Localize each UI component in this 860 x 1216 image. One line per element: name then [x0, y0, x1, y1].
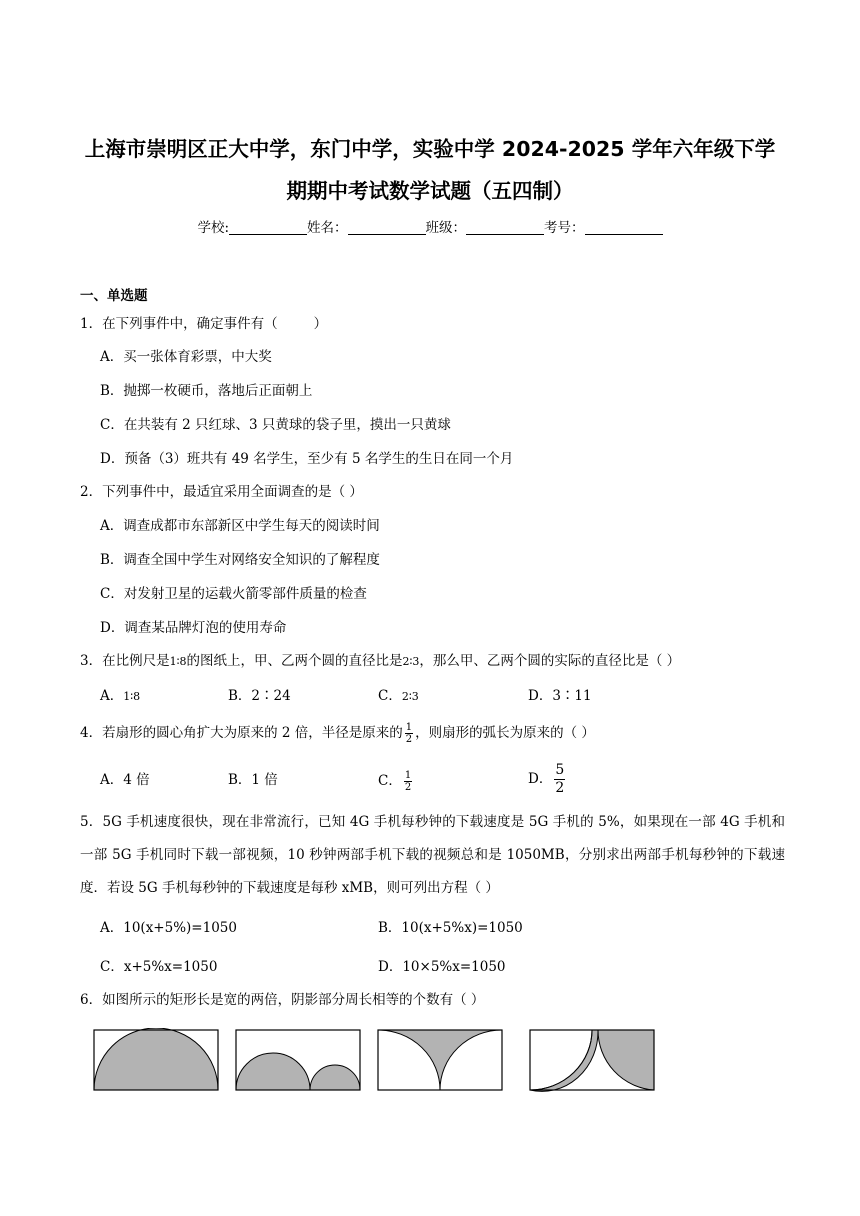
q3-stem-b: 的图纸上，甲、乙两个圆的直径比是: [186, 653, 403, 669]
section-heading: 一、单选题: [80, 288, 148, 304]
q3-a-value: 1∶8: [123, 690, 141, 703]
q3-c-label: C．: [378, 688, 402, 704]
q3-d-label: D．: [528, 688, 553, 704]
question-2-stem: 2．下列事件中，最适宜采用全面调查的是（ ）: [80, 484, 363, 500]
q3-scale: 1∶8: [169, 655, 187, 668]
q3-d-value: 3∶11: [552, 688, 592, 704]
q2-option-b: B．调查全国中学生对网络安全知识的了解程度: [100, 552, 380, 568]
school-label: 学校:: [197, 220, 230, 236]
q1-option-c: C．在共装有 2 只红球、3 只黄球的袋子里，摸出一只黄球: [100, 417, 451, 433]
school-blank[interactable]: [229, 220, 307, 235]
number-blank[interactable]: [585, 220, 663, 235]
q6-figure-3: [376, 1028, 504, 1092]
q3-a-label: A．: [100, 688, 124, 704]
q4-half-num: 1: [405, 722, 413, 733]
q4-d-den: 2: [555, 780, 565, 796]
q6-figure-4: [528, 1028, 656, 1092]
q4-option-b: B．1 倍: [228, 772, 278, 788]
fig1-shaded-semicircle: [94, 1028, 218, 1090]
question-4-stem: [80, 722, 595, 745]
q2-option-d: D．调查某品牌灯泡的使用寿命: [100, 620, 287, 636]
q2-option-a: A．调查成都市东部新区中学生每天的阅读时间: [100, 518, 380, 534]
q4-d-num: 5: [555, 762, 565, 778]
exam-title-line1: 上海市崇明区正大中学，东门中学，实验中学 2024-2025 学年六年级下学: [84, 137, 776, 161]
fig2-shaded-small-semicircle: [310, 1065, 360, 1090]
q1-option-b: B．抛掷一枚硬币，落地后正面朝上: [100, 383, 313, 399]
q4-c-den: 2: [404, 782, 412, 793]
q4-c-num: 1: [404, 770, 412, 781]
q3-c-value: 2∶3: [401, 690, 419, 703]
q3-b-label: B．: [228, 688, 252, 704]
q4-option-d: [528, 762, 567, 797]
question-5-text: 5．5G 手机速度很快，现在非常流行，已知 4G 手机每秒钟的下载速度是 5G 手机的 5%，如果现在一部 4G 手机和一部 5G 手机同时下载一部视频，10 秒钟两部手机下载的视频总和是 1050MB，分别求出两部手机每秒钟的下载速度．若设 5G 手机每秒钟的下载速度是每秒 xMB，则可列出方程（ ）: [80, 814, 785, 896]
q4-half-den: 2: [405, 734, 413, 745]
q6-figure-1: [92, 1028, 220, 1092]
q4-option-a: A．4 倍: [100, 772, 150, 788]
class-blank[interactable]: [466, 220, 544, 235]
q3-option-b: [228, 686, 291, 706]
q5-option-a: A．10(x+5%)=1050: [100, 920, 237, 936]
fig2-shaded-large-semicircle: [236, 1053, 310, 1090]
q4-half-fraction: [405, 722, 413, 745]
fig4-shaded-left: [530, 1030, 598, 1091]
q3-stem-a: 3．在比例尺是: [80, 653, 170, 669]
fig4-shaded-right: [598, 1030, 654, 1090]
q3-stem-c: ，那么甲、乙两个圆的实际的直径比是（ ）: [419, 653, 681, 669]
q4-d-label: D．: [528, 771, 553, 787]
q3-b-value: 2∶24: [251, 688, 291, 704]
question-1-stem: [80, 314, 327, 334]
student-info-line: [0, 218, 860, 238]
q2-option-c: C．对发射卫星的运载火箭零部件质量的检查: [100, 586, 367, 602]
name-blank[interactable]: [348, 220, 426, 235]
number-label: 考号：: [544, 220, 585, 236]
question-3-stem: [80, 651, 680, 672]
q3-option-c: [378, 686, 419, 707]
q4-d-fraction: [554, 762, 565, 797]
question-6-stem: 6．如图所示的矩形长是宽的两倍，阴影部分周长相等的个数有（ ）: [80, 992, 485, 1008]
q3-ratio: 2∶3: [402, 655, 420, 668]
q5-option-c: C．x+5%x=1050: [100, 959, 218, 975]
q6-figure-2: [234, 1028, 362, 1092]
q3-option-a: [100, 686, 140, 707]
q1-option-a: A．买一张体育彩票，中大奖: [100, 349, 272, 365]
q5-option-b: B．10(x+5%x)=1050: [378, 920, 523, 936]
q1-close-paren: ）: [313, 316, 328, 332]
exam-title-line2: 期期中考试数学试题（五四制）: [286, 179, 574, 203]
q4-stem-b: ，则扇形的弧长为原来的（ ）: [415, 725, 595, 741]
q4-option-c: [378, 770, 414, 793]
class-label: 班级：: [425, 220, 467, 236]
q4-stem-a: 4．若扇形的圆心角扩大为原来的 2 倍，半径是原来的: [80, 725, 403, 741]
q3-option-d: [528, 686, 592, 706]
q1-stem-text: 1．在下列事件中，确定事件有（: [80, 316, 278, 332]
name-label: 姓名：: [307, 220, 348, 236]
fig4-arc: [530, 1030, 592, 1090]
fig3-shaded-region: [378, 1030, 502, 1090]
q4-c-label: C．: [378, 773, 402, 789]
q5-option-d: D．10×5%x=1050: [378, 959, 506, 975]
q4-c-fraction: [404, 770, 412, 793]
q1-option-d: D．预备（3）班共有 49 名学生，至少有 5 名学生的生日在同一个月: [100, 451, 514, 467]
